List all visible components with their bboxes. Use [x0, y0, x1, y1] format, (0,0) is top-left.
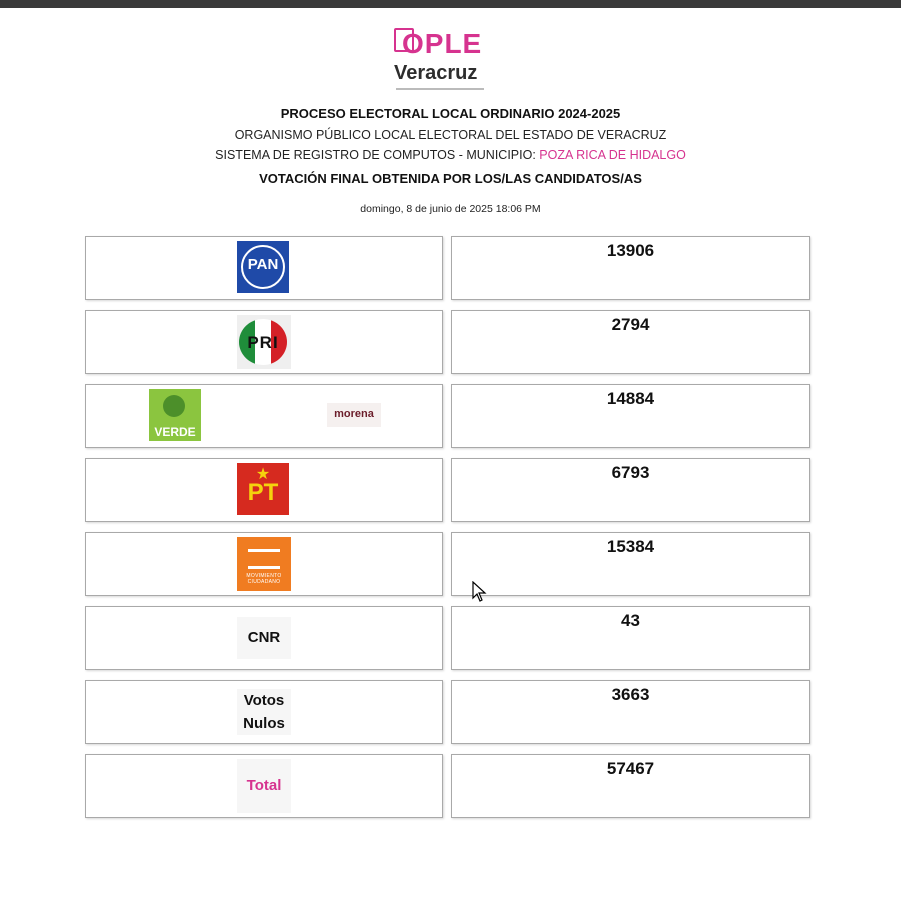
party-cell-verde-morena: [85, 384, 443, 448]
party-cell-pri: [85, 310, 443, 374]
logo-text-veracruz: Veracruz: [394, 62, 478, 84]
pt-logo-icon: ★ PT: [237, 463, 289, 515]
logo-text-ople: OPLE: [402, 28, 483, 59]
votes-value: 2794: [611, 315, 650, 334]
logo-underline: [396, 88, 484, 90]
pri-logo-icon: PRI: [237, 315, 291, 369]
verde-logo-icon: VERDE: [149, 389, 201, 441]
process-title: PROCESO ELECTORAL LOCAL ORDINARIO 2024-2025: [280, 106, 621, 121]
total-label: Total: [237, 759, 291, 813]
party-cell-pt: [85, 458, 443, 522]
votes-value: 43: [621, 611, 640, 630]
votos-nulos-label: [237, 689, 291, 735]
ople-logo: [392, 24, 492, 94]
total-cell-label: [85, 754, 443, 818]
votes-cell-votos-nulos: [451, 680, 810, 744]
pan-logo-icon: PAN: [237, 241, 289, 293]
votes-value: 3663: [611, 685, 650, 704]
mouse-cursor-icon: [472, 581, 488, 603]
votes-cell-pri: [451, 310, 810, 374]
system-municipality-line: [0, 148, 901, 162]
votes-value: 6793: [611, 463, 650, 482]
votes-cell-verde-morena: [451, 384, 810, 448]
party-cell-votos-nulos: [85, 680, 443, 744]
party-cell-cnr: [85, 606, 443, 670]
morena-logo-icon: morena: [327, 403, 381, 427]
votes-cell-pt: [451, 458, 810, 522]
votos-nulos-line2: Nulos: [243, 715, 285, 732]
organism-name: ORGANISMO PÚBLICO LOCAL ELECTORAL DEL ESTADO DE VERACRUZ: [234, 128, 667, 142]
party-cell-pan: [85, 236, 443, 300]
total-votes-value: 57467: [606, 759, 655, 778]
results-title: VOTACIÓN FINAL OBTENIDA POR LOS/LAS CANDIDATOS/AS: [259, 171, 642, 186]
municipality-name: POZA RICA DE HIDALGO: [539, 148, 686, 162]
votes-cell-cnr: [451, 606, 810, 670]
party-cell-movimiento-ciudadano: [85, 532, 443, 596]
votes-cell-pan: [451, 236, 810, 300]
votes-value: 13906: [606, 241, 655, 260]
window-top-bar: [0, 0, 901, 8]
votes-value: 15384: [606, 537, 655, 556]
movimiento-ciudadano-logo-icon: MOVIMIENTO CIUDADANO: [237, 537, 291, 591]
votos-nulos-line1: Votos: [243, 692, 285, 709]
total-cell-value: [451, 754, 810, 818]
cnr-label: CNR: [237, 617, 291, 659]
report-date: domingo, 8 de junio de 2025 18:06 PM: [360, 203, 541, 215]
votes-cell-movimiento-ciudadano: [451, 532, 810, 596]
system-label: SISTEMA DE REGISTRO DE COMPUTOS - MUNICIPIO:: [215, 148, 540, 162]
votes-value: 14884: [606, 389, 655, 408]
